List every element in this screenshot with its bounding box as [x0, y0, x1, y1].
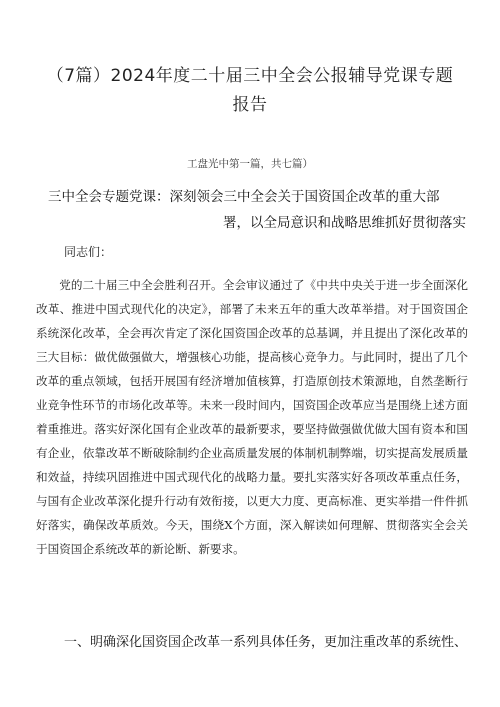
subheading: 一、明确深化国资国企改革一系列具体任务，更加注重改革的系统性、 — [64, 635, 468, 650]
section-heading — [48, 184, 466, 236]
body-paragraph: 党的二十届三中全会胜利召开。全会审议通过了《中共中央关于进一步全面深化改革、推进中国式现代化的决定》，部署了未来五年的重大改革举措。对于国资国企系统深化改革，全会再次肯定了深化国资国企改革的总基调，并且提出了深化改革的三大目标：做优做强做大，增强核心功能，提高核心竞争力。与此同时，提出了几个改革的重点领域，包括开展国有经济增加值核算，打造原创技术策源地，自然垄断行业竞争性环节的市场化改革等。未来一段时间内，国资国企改革应当是围绕上述方面着重推进。落实好深化国有企业改革的最新要求，要坚持做强做优做大国有资本和国有企业，依靠改革不断破除制约企业高质量发展的体制机制弊端，切实提高发展质量和效益，持续巩固推进中国式现代化的战略力量。要扎实落实好各项改革重点任务，与国有企业改革深化提升行动有效衔接，以更大力度、更高标准、更实举措一件件抓好落实，确保改革质效。今天，围绕X个方面，深入解读如何理解、贯彻落实全会关于国资国企系统改革的新论断、新要求。 — [36, 278, 468, 556]
section-heading-line1: 三中全会专题党课：深刻领会三中全会关于国资国企改革的重大部 — [48, 189, 440, 205]
section-heading-line2: 署，以全局意识和战略思维抓好贯彻落实 — [223, 215, 466, 231]
document-title: （7篇）2024年度二十届三中全会公报辅导党课专题报告 — [46, 66, 454, 115]
salutation: 同志们： — [64, 245, 113, 259]
toc-hint: 工盘光中第一篇，共七篇） — [187, 158, 313, 170]
